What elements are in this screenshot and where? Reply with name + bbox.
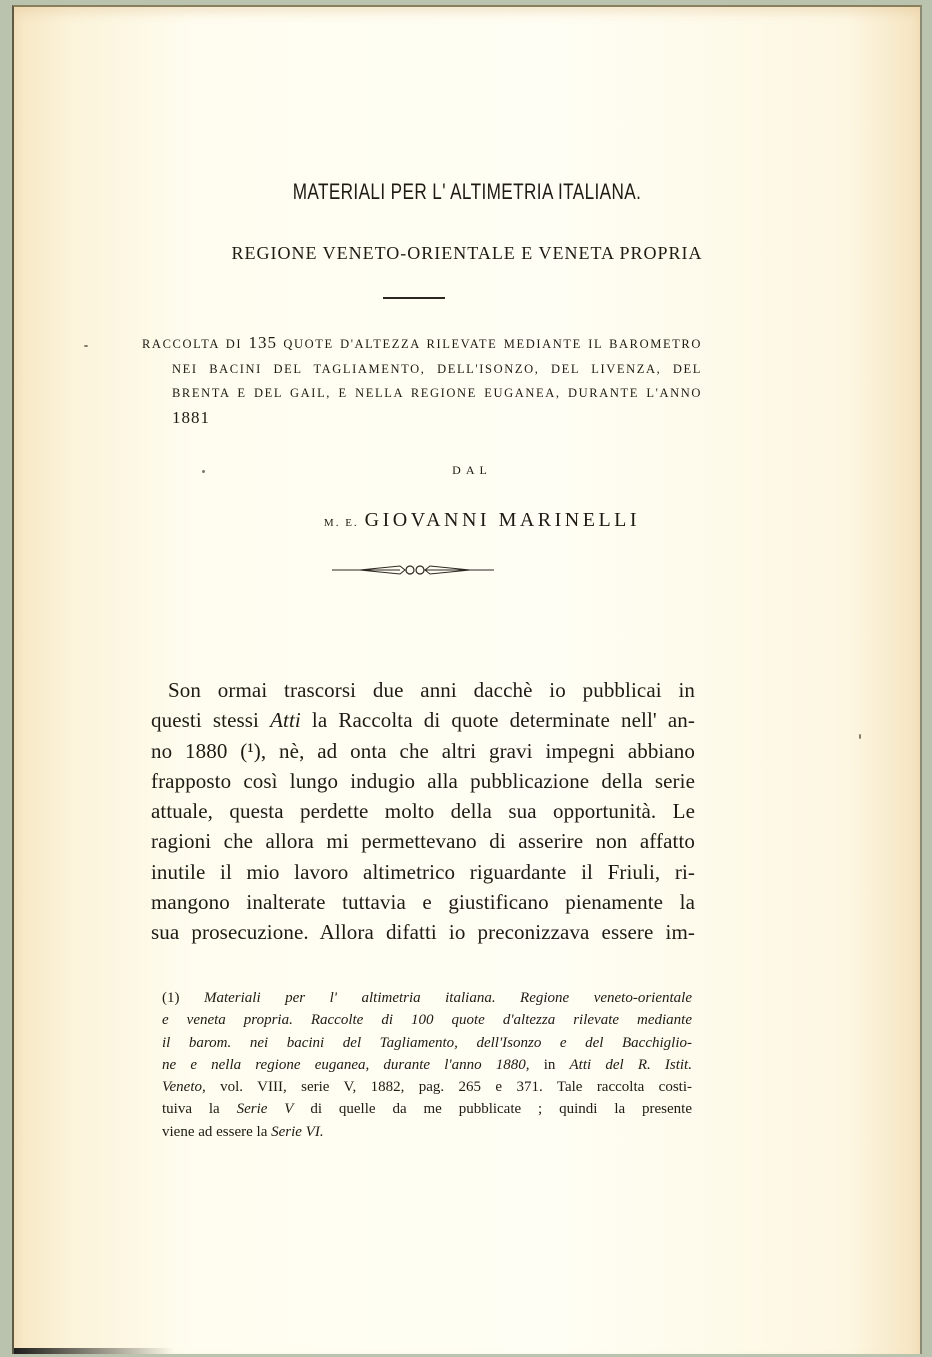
footnote-line: (1) Materiali per l' altimetria italiana. Regione veneto-orientale bbox=[162, 990, 692, 1006]
document-subtitle: REGIONE VENETO-ORIENTALE E VENETA PROPRIA bbox=[231, 243, 703, 263]
footnote-line: Veneto, vol. VIII, serie V, 1882, pag. 265 e 371. Tale raccolta costi- bbox=[162, 1079, 692, 1096]
document-page bbox=[12, 5, 922, 1354]
page-edge-shadow bbox=[14, 1348, 174, 1354]
abstract-count: 135 bbox=[248, 333, 277, 352]
body-line: ragioni che allora mi permettevano di asserire non affatto bbox=[151, 829, 695, 854]
abstract-year: 1881 bbox=[172, 407, 210, 427]
body-line: mangono inalterate tuttavia e giustificano pienamente la bbox=[151, 890, 695, 915]
body-line: frapposto così lungo indugio alla pubblicazione della serie bbox=[151, 768, 695, 793]
document-title: MATERIALI PER L' ALTIMETRIA ITALIANA. bbox=[292, 179, 642, 204]
body-line: no 1880 (¹), nè, ad onta che altri gravi impegni abbiano bbox=[151, 738, 695, 763]
body-paragraph bbox=[151, 675, 695, 948]
title-divider bbox=[383, 297, 445, 299]
body-line: sua prosecuzione. Allora difatti io preconizzava essere im- bbox=[151, 920, 695, 945]
paper-speck bbox=[202, 470, 205, 473]
abstract-text: QUOTE D'ALTEZZA RILEVATE MEDIANTE IL BAROMETRO NEI BACINI DEL TAGLIAMENTO, DELL'ISONZO, DEL LIVENZA, DEL BRENTA E DEL GAIL, E NELLA REGIONE EUGANEA, DURANTE L'ANNO bbox=[172, 337, 702, 400]
footnote-line: tuiva la Serie V di quelle da me pubblicate ; quindi la presente bbox=[162, 1101, 693, 1118]
footnote-line bbox=[162, 1009, 692, 1031]
abstract bbox=[142, 331, 702, 431]
italic-text: ne e nella regione euganea, durante l'anno 1880, bbox=[162, 1056, 530, 1073]
author-name: GIOVANNI MARINELLI bbox=[364, 509, 641, 531]
italic-text: Serie VI. bbox=[271, 1123, 324, 1140]
paper-speck bbox=[84, 345, 88, 347]
byline-author-block bbox=[14, 509, 920, 532]
byline-dal: DAL bbox=[452, 463, 492, 477]
italic-text: Materiali per l' altimetria italiana. Regione veneto-orientale bbox=[203, 990, 692, 1006]
italic-text: Atti del R. Istit. bbox=[569, 1056, 692, 1073]
abstract-prefix: RACCOLTA DI bbox=[142, 337, 243, 351]
paper-speck bbox=[859, 734, 861, 739]
footnote bbox=[162, 987, 692, 1143]
italic-text: il barom. nei bacini del Tagliamento, dell'Isonzo e del Bacchiglio- bbox=[162, 1034, 692, 1051]
footnote-line bbox=[162, 1032, 692, 1054]
italic-text: Veneto, bbox=[162, 1079, 206, 1096]
body-line: attuale, questa perdette molto della sua opportunità. Le bbox=[151, 799, 695, 824]
italic-text: e veneta propria. Raccolte di 100 quote d'altezza rilevate mediante bbox=[162, 1012, 692, 1029]
body-line: Son ormai trascorsi due anni dacchè io pubblicai in bbox=[168, 678, 695, 702]
body-line: inutile il mio lavoro altimetrico riguardante il Friuli, ri- bbox=[151, 859, 695, 884]
footnote-line: ne e nella regione euganea, durante l'anno 1880, in Atti del R. Istit. bbox=[162, 1056, 692, 1073]
ornament-divider-icon bbox=[330, 560, 496, 578]
footnote-line: viene ad essere la Serie VI. bbox=[162, 1123, 324, 1140]
author-title: M. E. bbox=[323, 517, 359, 529]
italic-text: Serie V bbox=[236, 1101, 294, 1118]
body-line: questi stessi Atti la Raccolta di quote determinate nell' an- bbox=[151, 708, 695, 733]
italic-text: Atti bbox=[270, 708, 301, 733]
